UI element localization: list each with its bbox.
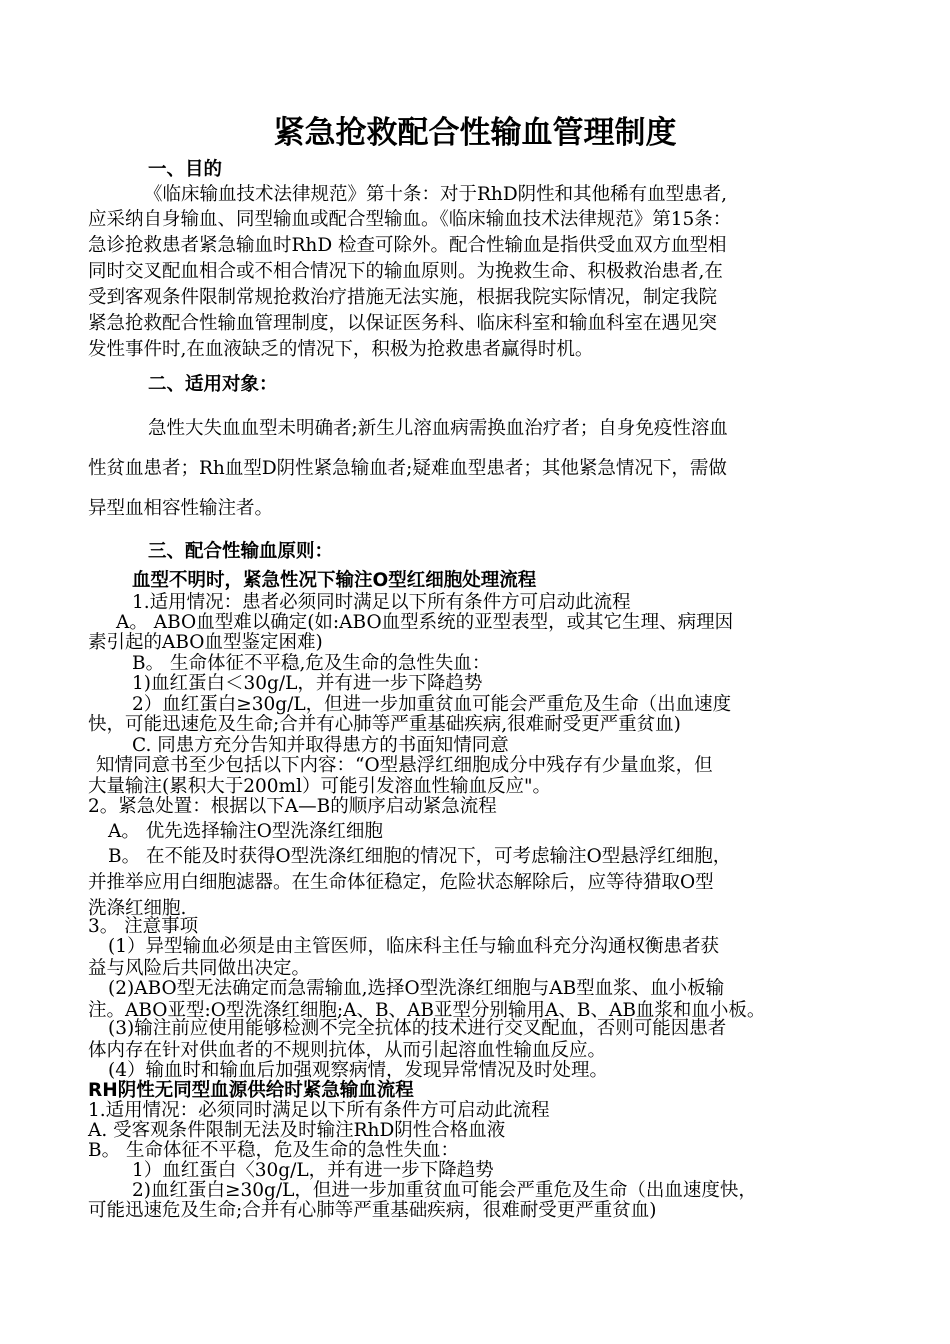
s1-line: 应采纳自身输血、同型输血或配合型输血。《临床输血技术法律规范》第15条： — [88, 209, 732, 230]
p1-line: 1.适用情况：患者必须同时满足以下所有条件方可启动此流程 — [132, 592, 631, 613]
s1-line: 紧急抢救配合性输血管理制度，以保证医务科、临床科室和输血科室在遇见突 — [88, 313, 718, 334]
section-3-heading: 三、配合性输血原则： — [148, 541, 334, 562]
p2-line: B。 生命体征不平稳，危及生命的急性失血： — [88, 1140, 459, 1161]
page-title: 紧急抢救配合性输血管理制度 — [273, 115, 677, 151]
p1-line: 2。紧急处置：根据以下A—B的顺序启动紧急流程 — [88, 796, 497, 817]
procedure-1-title: 血型不明时，紧急性况下输注O型红细胞处理流程 — [132, 570, 537, 591]
p1-line: (3)输注前应使用能够检测不完全抗体的技术进行交叉配血，否则可能因患者 — [108, 1018, 727, 1039]
section-2-heading: 二、适用对象： — [148, 374, 278, 395]
p2-line: 可能迅速危及生命;合并有心肺等严重基础疾病，很难耐受更严重贫血) — [88, 1200, 657, 1221]
p2-line: 1）血红蛋白〈30g/L，并有进一步下降趋势 — [132, 1160, 494, 1181]
s1-line: 《临床输血技术法律规范》第十条：对于RhD阴性和其他稀有血型患者, — [144, 184, 728, 205]
p1-line: 知情同意书至少包括以下内容：“O型悬浮红细胞成分中残存有少量血浆，但 — [96, 755, 713, 776]
p2-line: A. 受客观条件限制无法及时输注RhD阴性合格血液 — [88, 1120, 506, 1141]
s2-line: 急性大失血血型未明确者;新生儿溶血病需换血治疗者；自身免疫性溶血 — [148, 418, 728, 439]
s2-line: 异型血相容性输注者。 — [88, 498, 274, 519]
p1-line: (1）异型输血必须是由主管医师，临床科主任与输血科充分沟通权衡患者获 — [108, 936, 719, 957]
s2-line: 性贫血患者；Rh血型D阴性紧急输血者;疑难血型患者；其他紧急情况下，需做 — [88, 458, 727, 479]
p1-line: 注。ABO亚型:O型洗涤红细胞;A、B、AB亚型分别输用A、B、AB血浆和血小板。 — [88, 1000, 766, 1021]
p1-line: 益与风险后共同做出决定。 — [88, 958, 311, 979]
p1-line: B。 在不能及时获得O型洗涤红细胞的情况下，可考虑输注O型悬浮红细胞， — [108, 846, 732, 867]
p1-line: 快，可能迅速危及生命;合并有心肺等严重基础疾病,很难耐受更严重贫血) — [88, 714, 681, 735]
p1-line: (2)ABO型无法确定而急需输血,选择O型洗涤红细胞与AB型血浆、血小板输 — [108, 978, 725, 999]
p1-line: 并推举应用白细胞滤器。在生命体征稳定，危险状态解除后，应等待猎取O型 — [88, 872, 714, 893]
p1-line: 1)血红蛋白＜30g/L，并有进一步下降趋势 — [132, 673, 483, 694]
p1-line: B。 生命体征不平稳,危及生命的急性失血： — [132, 653, 491, 674]
s1-line: 受到客观条件限制常规抢救治疗措施无法实施，根据我院实际情况，制定我院 — [88, 287, 718, 308]
s1-line: 急诊抢救患者紧急输血时RhD 检查可除外。配合性输血是指供受血双方血型相 — [88, 235, 727, 256]
s1-line: 同时交叉配血相合或不相合情况下的输血原则。为挽救生命、积极救治患者,在 — [88, 261, 723, 282]
p1-line: C. 同患方充分告知并取得患方的书面知情同意 — [132, 735, 509, 756]
p1-line: A。 ABO血型难以确定(如:ABO血型系统的亚型表型，或其它生理、病理因 — [116, 612, 734, 633]
section-1-heading: 一、目的 — [148, 159, 223, 180]
p2-line: 1.适用情况：必须同时满足以下所有条件方可启动此流程 — [88, 1100, 550, 1121]
p1-line: 素引起的ABO血型鉴定困难) — [88, 632, 323, 653]
p1-line: 大量输注(累积大于200ml）可能引发溶血性输血反应"。 — [88, 776, 551, 797]
p1-line: 体内存在针对供血者的不规则抗体，从而引起溶血性输血反应。 — [88, 1040, 607, 1061]
procedure-2-title: RH阴性无同型血源供给时紧急输血流程 — [88, 1080, 414, 1101]
p1-line: 洗涤红细胞. — [88, 898, 187, 919]
s1-line: 发性事件时,在血液缺乏的情况下，积极为抢救患者赢得时机。 — [88, 339, 594, 360]
p1-line: A。 优先选择输注O型洗涤红细胞 — [108, 821, 383, 842]
p1-line: 3。 注意事项 — [88, 916, 199, 937]
p1-line: 2）血红蛋白≥30g/L，但进一步加重贫血可能会严重危及生命（出血速度 — [132, 694, 732, 715]
p1-line: (4）输血时和输血后加强观察病情，发现异常情况及时处理。 — [108, 1060, 608, 1081]
p2-line: 2)血红蛋白≥30g/L，但进一步加重贫血可能会严重危及生命（出血速度快， — [132, 1180, 757, 1201]
